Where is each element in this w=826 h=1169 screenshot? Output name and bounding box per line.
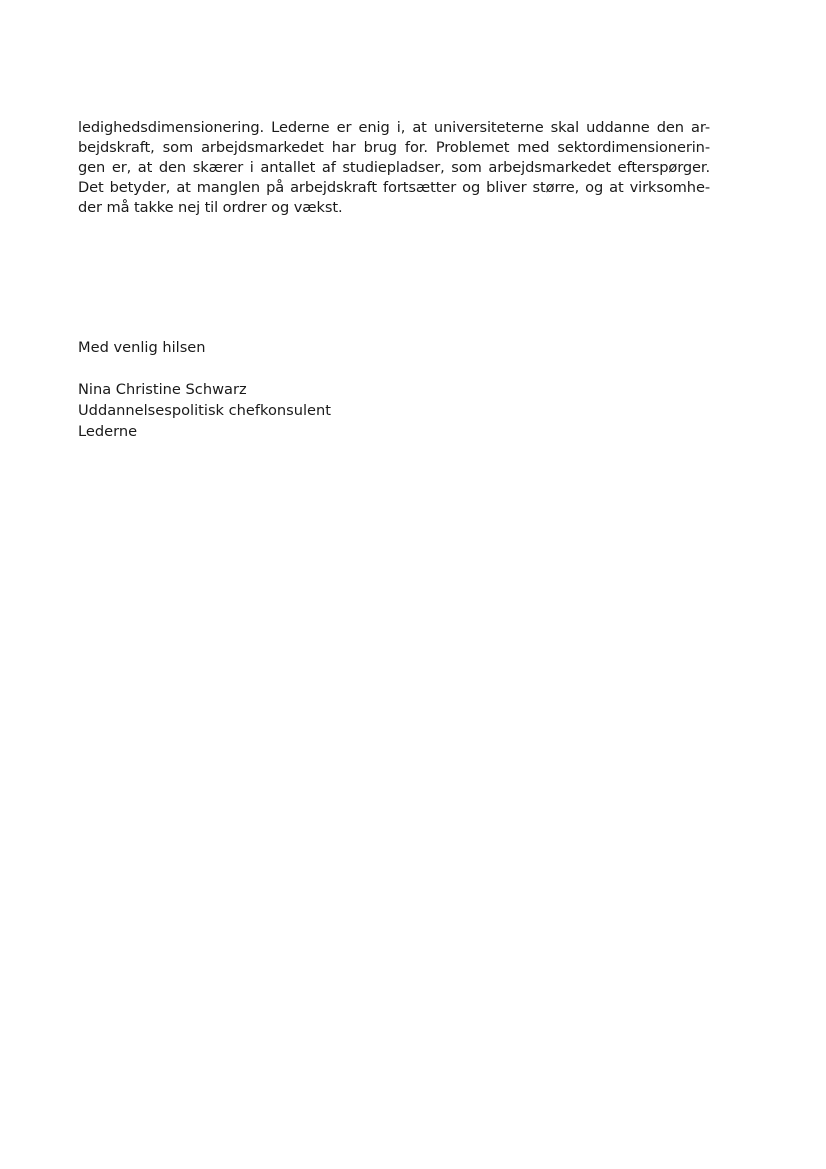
signature-organization: Lederne [78,423,138,440]
body-paragraph [78,118,718,218]
closing-salutation: Med venlig hilsen [78,339,206,356]
paragraph-line: ledighedsdimensionering. Lederne er enig i, at universiteterne skal uddanne den ar- [78,119,710,136]
signature-title: Uddannelsespolitisk chefkonsulent [78,402,331,419]
signature-block [78,379,331,442]
paragraph-line: gen er, at den skærer i antallet af studiepladser, som arbejdsmarkedet efterspørger. [78,159,710,176]
signature-name: Nina Christine Schwarz [78,381,247,398]
paragraph-line: der må takke nej til ordrer og vækst. [78,199,343,216]
paragraph-line: bejdskraft, som arbejdsmarkedet har brug for. Problemet med sektordimensionerin- [78,139,710,156]
paragraph-line: Det betyder, at manglen på arbejdskraft fortsætter og bliver større, og at virksomhe- [78,179,710,196]
